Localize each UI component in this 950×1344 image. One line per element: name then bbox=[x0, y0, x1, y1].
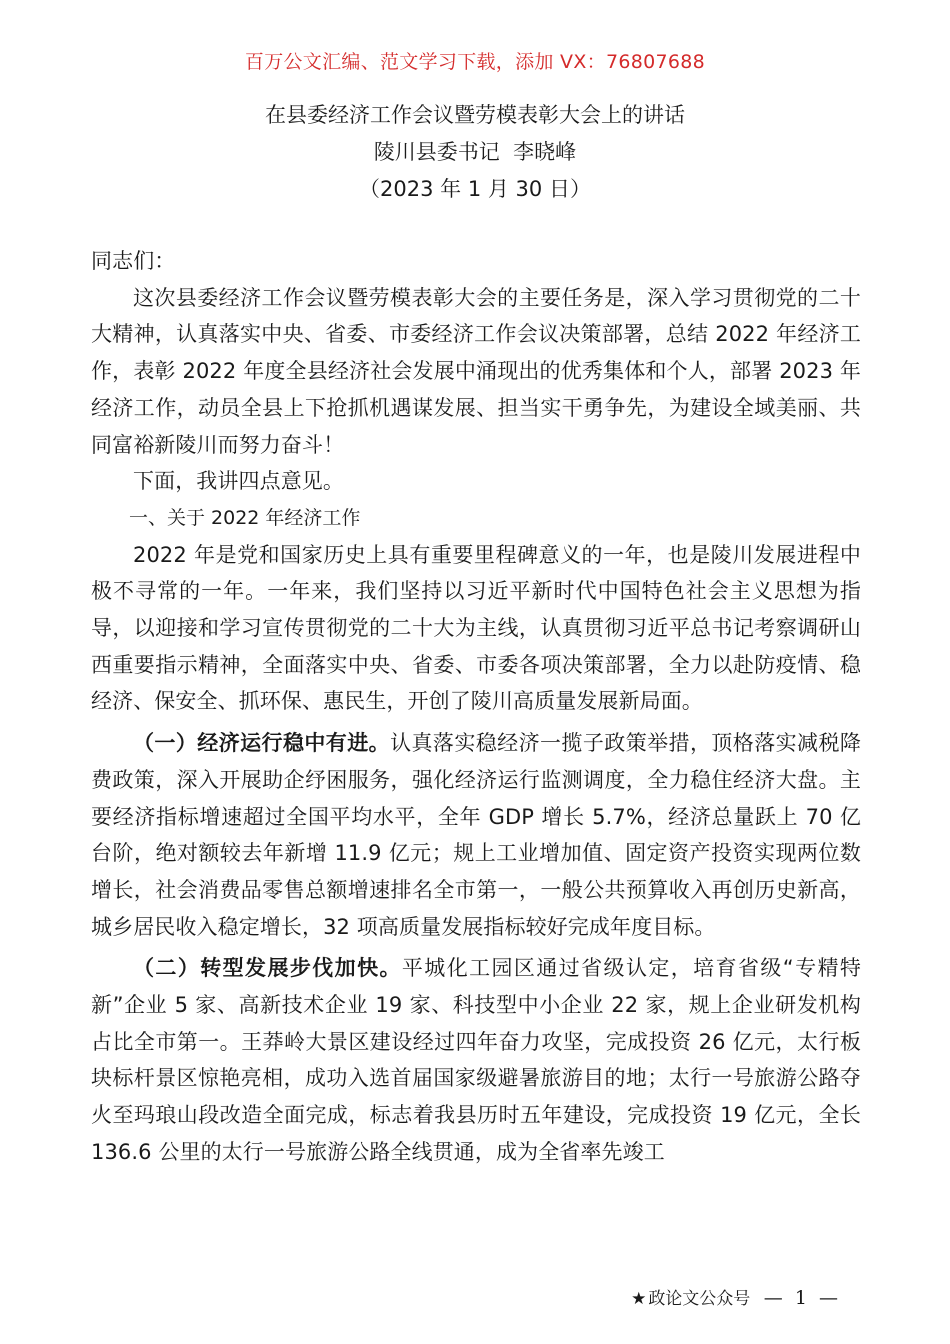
paragraph-outline: 下面，我讲四点意见。 bbox=[133, 469, 344, 494]
section-heading-1: 一、关于 2022 年经济工作 bbox=[129, 506, 361, 529]
speech-date: （2023 年 1 月 30 日） bbox=[359, 177, 591, 201]
paragraph-transformation-lead: （二）转型发展步伐加快。 bbox=[133, 956, 402, 981]
promo-banner: 百万公文汇编、范文学习下载，添加 VX：76807688 bbox=[244, 51, 706, 73]
paragraph-economy-lead: （一）经济运行稳中有进。 bbox=[133, 731, 391, 756]
paragraph-economy bbox=[91, 725, 861, 945]
salutation: 同志们： bbox=[91, 249, 176, 273]
paragraph-economy-text: 认真落实稳经济一揽子政策举措，顶格落实减税降费政策，深入开展助企纾困服务，强化经济运行监测调度，全力稳住经济大盘。主要经济指标增速超过全国平均水平，全年 GDP 增长 5.7%，经济总量跃上 70 亿台阶，绝对额较去年新增 11.9 亿元；规上工业增加值、固定资产投资实现两位数增长，社会消费品零售总额增速排名全市第一，一般公共预算收入再创历史新高，城乡居民收入稳定增长，32 项高质量发展指标较好完成年度目标。 bbox=[91, 731, 862, 939]
star-icon: ★ bbox=[631, 1289, 647, 1309]
document-header bbox=[0, 97, 950, 208]
paragraph-transformation bbox=[91, 950, 861, 1170]
speech-body bbox=[91, 243, 861, 1171]
paragraph-2022-overview: 2022 年是党和国家历史上具有重要里程碑意义的一年，也是陵川发展进程中极不寻常的一年。一年来，我们坚持以习近平新时代中国特色社会主义思想为指导，以迎接和学习宣传贯彻党的二十大为主线，认真贯彻习近平总书记考察调研山西重要指示精神，全面落实中央、省委、市委各项决策部署，全力以赴防疫情、稳经济、保安全、抓环保、惠民生，开创了陵川高质量发展新局面。 bbox=[91, 542, 861, 714]
paragraph-intro: 这次县委经济工作会议暨劳模表彰大会的主要任务是，深入学习贯彻党的二十大精神，认真落实中央、省委、市委经济工作会议决策部署，总结 2022 年经济工作，表彰 2022 年度全县经济社会发展中涌现出的优秀集体和个人，部署 2023 年经济工作，动员全县上下抢抓机遇谋发展、担当实干勇争先，为建设全域美丽、共同富裕新陵川而努力奋斗！ bbox=[91, 285, 861, 457]
footer-label: 政论文公众号 bbox=[648, 1289, 751, 1309]
speaker-line: 陵川县委书记 李晓峰 bbox=[373, 140, 577, 164]
speech-title: 在县委经济工作会议暨劳模表彰大会上的讲话 bbox=[265, 103, 685, 127]
paragraph-transformation-text: 平城化工园区通过省级认定，培育省级“专精特新”企业 5 家、高新技术企业 19 家、科技型中小企业 22 家，规上企业研发机构占比全市第一。王莽岭大景区建设经过四年奋力攻坚，完成投资 26 亿元，太行板块标杆景区惊艳亮相，成功入选首届国家级避暑旅游目的地；太行一号旅游公路夺火至玛琅山段改造全面完成，标志着我县历时五年建设，完成投资 19 亿元，全长 136.6 公里的太行一号旅游公路全线贯通，成为全省率先竣工 bbox=[91, 956, 862, 1164]
page-number: — 1 — bbox=[763, 1287, 838, 1309]
page-footer bbox=[631, 1284, 838, 1309]
